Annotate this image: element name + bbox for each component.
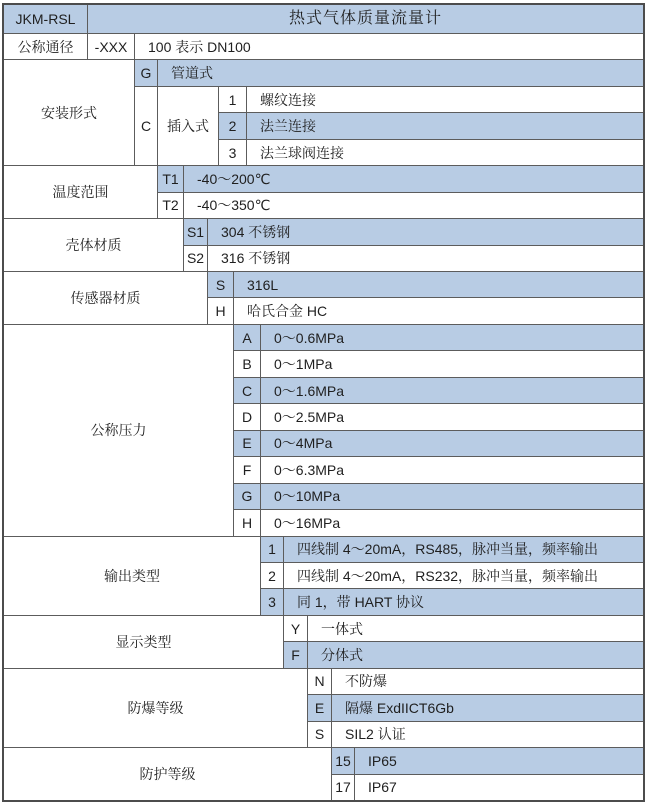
option-code: C [234,378,260,403]
option-code: F [284,642,307,667]
option-code: A [234,325,260,350]
option-desc: SIL2 认证 [332,722,643,747]
option-desc: -40～200℃ [184,166,643,191]
option-desc: 0～1.6MPa [261,378,643,403]
option-desc: 0～1MPa [261,351,643,376]
install-pipe-code: G [135,60,157,85]
option-desc: 四线制 4～20mA，RS485，脉冲当量，频率输出 [284,537,643,562]
option-desc: 0～10MPa [261,484,643,509]
section-label-install: 安装形式 [4,60,134,165]
option-code: G [234,484,260,509]
option-code: S1 [184,219,207,244]
option-code: D [234,404,260,429]
option-desc: 0～6.3MPa [261,457,643,482]
install-pipe-desc: 管道式 [158,60,643,85]
option-code: T1 [158,166,183,191]
option-code: 17 [332,775,354,800]
model-code: JKM-RSL [4,5,87,33]
option-code: E [234,431,260,456]
option-code: 1 [261,537,283,562]
option-code: S [308,722,331,747]
option-code: B [234,351,260,376]
section-label-protection: 防护等级 [4,748,331,800]
option-code: 1 [219,87,246,112]
option-desc: 316 不锈钢 [208,246,643,271]
option-desc: IP67 [355,775,643,800]
option-desc: 法兰连接 [247,113,643,138]
section-label-pressure: 公称压力 [4,325,233,536]
option-code: 15 [332,748,354,773]
diameter-desc: 100 表示 DN100 [135,34,643,59]
option-desc: 316L [234,272,643,297]
option-desc: 四线制 4～20mA，RS232，脉冲当量，频率输出 [284,563,643,588]
option-desc: IP65 [355,748,643,773]
section-label-explosion: 防爆等级 [4,669,307,747]
option-desc: 0～16MPa [261,510,643,535]
option-code: 3 [261,589,283,614]
section-label-diameter: 公称通径 [4,34,87,59]
option-desc: 0～4MPa [261,431,643,456]
option-code: E [308,695,331,720]
option-desc: 分体式 [308,642,643,667]
option-desc: 一体式 [308,616,643,641]
option-code: H [234,510,260,535]
section-label-display: 显示类型 [4,616,283,668]
section-label-sensor: 传感器材质 [4,272,207,324]
install-insert-name: 插入式 [158,87,218,165]
option-desc: 法兰球阀连接 [247,140,643,165]
option-desc: 304 不锈钢 [208,219,643,244]
option-desc: 0～0.6MPa [261,325,643,350]
option-desc: 螺纹连接 [247,87,643,112]
option-code: H [208,298,233,323]
option-code: T2 [158,193,183,218]
option-code: 2 [261,563,283,588]
option-code: N [308,669,331,694]
option-desc: 哈氏合金 HC [234,298,643,323]
option-code: Y [284,616,307,641]
option-code: S2 [184,246,207,271]
option-desc: 同 1，带 HART 协议 [284,589,643,614]
option-code: F [234,457,260,482]
option-desc: -40～350℃ [184,193,643,218]
option-desc: 0～2.5MPa [261,404,643,429]
install-insert-code: C [135,87,157,165]
option-code: 3 [219,140,246,165]
option-code: S [208,272,233,297]
option-desc: 不防爆 [332,669,643,694]
section-label-temperature: 温度范围 [4,166,157,218]
option-code: 2 [219,113,246,138]
table-title: 热式气体质量流量计 [88,5,643,33]
diameter-code: -XXX [88,34,134,59]
model-selection-table [2,3,645,802]
section-label-output: 输出类型 [4,537,260,615]
option-desc: 隔爆 ExdIICT6Gb [332,695,643,720]
section-label-housing: 壳体材质 [4,219,183,271]
